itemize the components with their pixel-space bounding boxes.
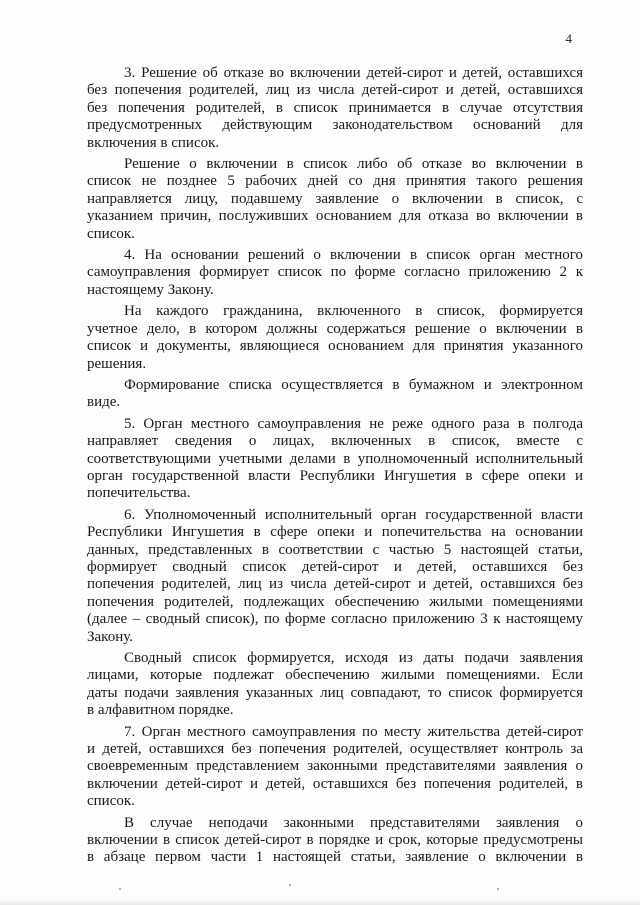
text-line: и детей, оставшихся без попечения родителей, осуществляет контроль за: [87, 741, 583, 758]
text-line: Решение о включении в список либо об отказе во включении в: [124, 156, 583, 173]
text-line: орган государственной власти Республики Ингушетия в сфере опеки и: [87, 467, 583, 484]
text-line: самоуправления формирует список по форме согласно приложению 2 к: [87, 264, 583, 281]
text-line: На каждого гражданина, включенного в список, формируется: [124, 303, 583, 320]
document-body: [87, 65, 583, 867]
paragraph-clause-3: [87, 65, 583, 152]
text-line: список.: [87, 225, 135, 242]
paragraph-list-format: [87, 377, 583, 412]
text-line: Республики Ингушетия в сфере опеки и попечительства на основании: [87, 524, 583, 541]
text-line: соответствующими учетными делами в уполномоченный исполнительный: [87, 450, 583, 467]
paragraph-registration-file: [87, 303, 583, 373]
text-line: 5. Орган местного самоуправления не реже одного раза в полгода: [124, 415, 583, 432]
text-line: Сводный список формируется, исходя из даты подачи заявления: [124, 650, 583, 666]
text-line: список и документы, являющиеся основанием для принятия указанного: [87, 338, 583, 355]
scan-speck: [497, 888, 499, 890]
text-line: попечения родителей, подлежащих обеспечению жилыми помещениями: [87, 593, 583, 610]
paragraph-clause-5: [87, 416, 583, 503]
scan-speck: [289, 884, 291, 886]
text-line: включении в список детей-сирот в порядке и срок, которые предусмотрены: [87, 832, 583, 849]
text-line: направляет сведения о лицах, включенных в список, вместе с: [87, 433, 583, 450]
text-line: список не позднее 5 рабочих дней со дня принятия такого решения: [87, 173, 583, 190]
text-line: 6. Уполномоченный исполнительный орган государственной власти: [124, 506, 583, 523]
paragraph-clause-7: [87, 724, 583, 811]
text-line: учетное дело, в котором должны содержаться решение о включении в: [87, 320, 583, 337]
text-line: попечения родителей, лиц из числа детей-сирот и детей, оставшихся без: [87, 576, 583, 593]
text-line: предусмотренных действующим законодательством оснований для: [87, 117, 583, 134]
text-line: формирует сводный список детей-сирот и детей, оставшихся без: [87, 558, 583, 575]
text-line: даты подачи заявления указанных лиц совпадают, то список формируется: [87, 684, 583, 701]
text-line: (далее – сводный список), по форме согласно приложению 3 к настоящему: [87, 611, 583, 628]
text-line: 3. Решение об отказе во включении детей-сирот и детей, оставшихся: [124, 65, 583, 81]
text-line: направляется лицу, подавшему заявление о включении в список, с: [87, 190, 583, 207]
paragraph-non-submission: [87, 815, 583, 867]
paragraph-clause-6: [87, 507, 583, 646]
paragraph-clause-4: [87, 247, 583, 299]
text-line: В случае неподачи законными представителями заявления о: [124, 814, 583, 831]
page-number: 4: [565, 31, 572, 46]
text-line: без попечения родителей, лиц из числа детей-сирот и детей, оставшихся: [87, 82, 583, 99]
text-line: лицами, которые подлежат обеспечению жилыми помещениями. Если: [87, 667, 583, 684]
text-line: без попечения родителей, в список принимается в случае отсутствия: [87, 99, 583, 116]
text-line: попечительства.: [87, 485, 191, 502]
text-line: 7. Орган местного самоуправления по месту жительства детей-сирот: [124, 723, 583, 740]
scan-speck: [119, 888, 121, 890]
text-line: в абзаце первом части 1 настоящей статьи, заявление о включении в: [87, 849, 583, 866]
paragraph-summary-list-order: [87, 650, 583, 720]
text-line: в алфавитном порядке.: [87, 702, 234, 719]
text-line: 4. На основании решений о включении в список орган местного: [124, 247, 583, 264]
scan-bottom-edge: [0, 899, 640, 905]
text-line: данных, представленных в соответствии с частью 5 настоящей статьи,: [87, 541, 583, 558]
text-line: включении детей-сирот и детей, оставшихся без попечения родителей, в: [87, 775, 583, 792]
text-line: виде.: [87, 394, 121, 411]
text-line: своевременным представлением законными представителями заявления о: [87, 758, 583, 775]
text-line: включения в список.: [87, 134, 220, 151]
text-line: указанием причин, послуживших основанием для отказа во включении в: [87, 208, 583, 225]
text-line: Формирование списка осуществляется в бумажном и электронном: [124, 376, 583, 393]
text-line: Закону.: [87, 628, 133, 645]
text-line: список.: [87, 793, 135, 810]
text-line: решения.: [87, 355, 147, 372]
text-line: настоящему Закону.: [87, 281, 214, 298]
paragraph-decision-notice: [87, 156, 583, 243]
